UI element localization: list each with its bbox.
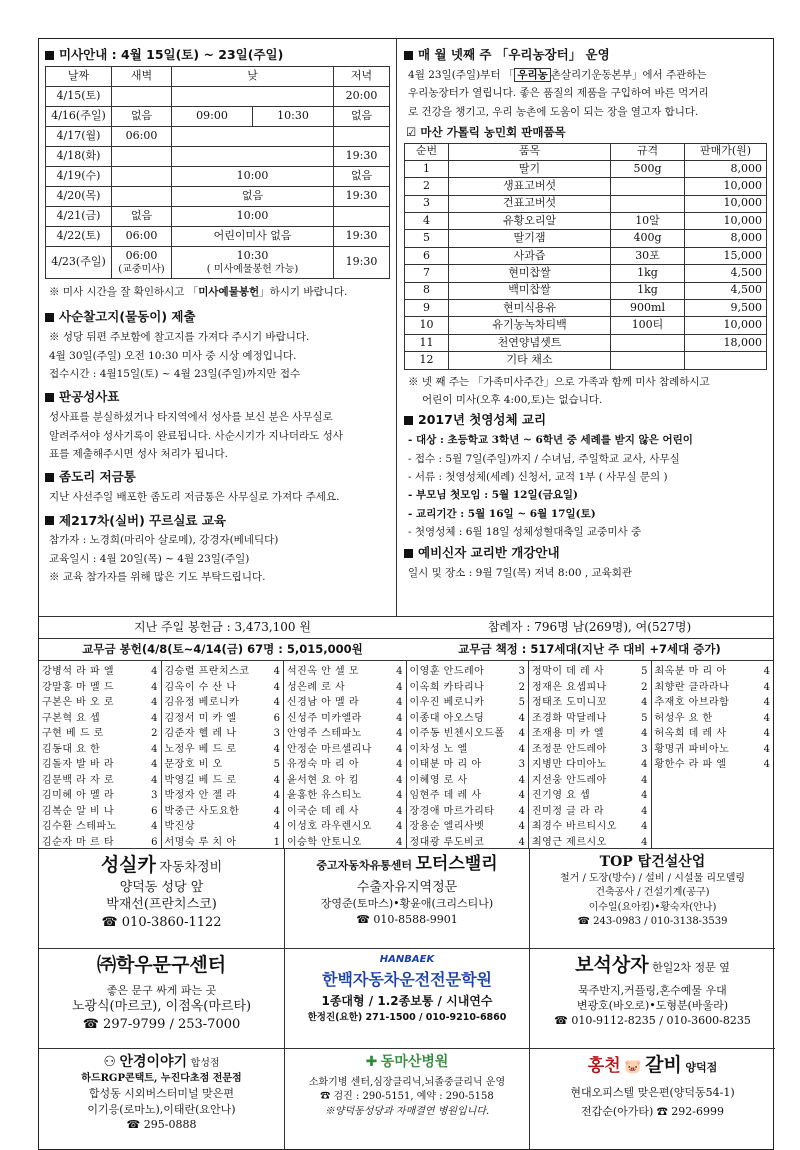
list-item: 김순자 마 르 타 6 (42, 836, 158, 848)
table-row: 4/15(토) 20:00 (46, 86, 390, 106)
list-item: 윤홍한 유스티노 4 (287, 790, 403, 801)
catechumen-text: 일시 및 장소 : 9월 7일(목) 저녁 8:00 , 교육회관 (408, 567, 633, 580)
list-item: - 대상 : 초등학교 3학년 ~ 6학년 중 세례를 받지 않은 어린이 (408, 434, 693, 447)
list-item: 정태조 도미니꼬 4 (532, 697, 648, 708)
table-row: 8 백미찹쌀 1kg 4,500 (405, 282, 767, 299)
ad-seongsilka: 성실카 자동차정비 양덕동 성당 앞 박재선(프란치스코) ☎ 010-3860-1122 (39, 849, 285, 949)
list-item: 박진상 4 (164, 821, 280, 832)
donor-column (407, 661, 530, 848)
donor-column (39, 661, 162, 848)
communion-section-title: 2017년 첫영성체 교리 (404, 412, 767, 429)
table-row: 4/22(토) 06:00 어린이미사 없음 19:30 (46, 226, 390, 246)
square-bullet-icon (404, 51, 413, 60)
list-item: 최영근 제르시오 4 (532, 836, 648, 848)
list-item: 유정숙 마 리 아 4 (287, 759, 403, 770)
list-item: 이국순 데 레 사 4 (287, 805, 403, 817)
donor-column (529, 661, 652, 848)
list-item: 구현 베 드 로 2 (42, 728, 158, 739)
tithe-envelope-total: 교무금 봉헌(4/8(토~4/14(금) 67명 : 5,015,000원 (82, 641, 363, 656)
list-item: 안영주 스테파노 4 (287, 728, 403, 739)
list-item: 이태분 마 리 아 3 (409, 759, 525, 770)
list-item: 이주동 빈첸시오드폴 4 (409, 728, 525, 739)
ad-dongmasan-hospital: ✚ 동마산병원 소화기병 센터,심장클리닉,뇌졸중클리닉 운영 ☎ 검진 : 290-5151, 예약 : 290-5158 ※양덕동성당과 자매결연 병원입니다. (285, 1049, 530, 1149)
list-item: 조재용 미 카 엘 4 (532, 728, 648, 739)
list-item: 임현주 데 레 사 4 (409, 790, 525, 801)
offering-bar (39, 617, 773, 639)
top-section (39, 39, 773, 617)
advertisement-grid (39, 849, 773, 1149)
list-item: 김유정 베로니카 4 (164, 697, 280, 708)
list-item: 이우진 베로니카 5 (409, 697, 525, 708)
list-item: 박중근 사도요한 4 (164, 805, 280, 817)
ad-hakwoo-stationery: ㈜학우문구센터 좋은 문구 싸게 파는 곳 노광식(마르코), 이점옥(마르타) ☎ 297-9799 / 253-7000 (39, 949, 285, 1049)
family-mass-note: ※ 넷 째 주는 「가족미사주간」으로 가족과 함께 미사 참례하시고 어린이 미사(오후 4:00,토)는 없습니다. (408, 375, 710, 406)
ad-hanbaek-driving-school: HANBAEK 한백자동차운전전문학원 1종대형 / 1.2종보통 / 시내연수 한정진(요한) 271-1500 / 010-9210-6860 (285, 949, 530, 1049)
ad-jewel-box: 보석상자 한일2차 정문 옆 묵주반지,커플링,혼수예물 우대 변광호(바오로)•도형분(바울라) ☎ 010-9112-8235 / 010-3600-8235 (530, 949, 775, 1049)
list-item: 황한수 라 파 엘 4 (654, 759, 770, 770)
tithe-bar (39, 639, 773, 661)
tithe-households: 교무금 책정 : 517세대(지난 주 대비 +7세대 증가) (458, 641, 721, 656)
list-item: 김수환 스테파노 4 (42, 821, 158, 832)
list-item: 구본혁 요 셉 4 (42, 712, 158, 724)
hospital-cross-icon: ✚ (365, 1054, 378, 1070)
table-header-row: 날짜 새벽 낮 저녁 (46, 66, 390, 86)
list-item: 서명숙 루 치 아 1 (164, 836, 280, 848)
table-row: 3 건표고버섯 10,000 (405, 195, 767, 212)
bulletin-page (38, 38, 774, 1150)
list-item: 김옥이 수 산 나 4 (164, 681, 280, 693)
table-row: 7 현미찹쌀 1kg 4,500 (405, 265, 767, 282)
communion-list (404, 431, 767, 541)
list-item: 이차성 노 엘 4 (409, 743, 525, 755)
square-bullet-icon (404, 416, 413, 425)
list-item: 윤서현 요 아 킴 4 (287, 774, 403, 786)
list-item: 조경화 막달레나 5 (532, 712, 648, 724)
donor-column (652, 661, 774, 848)
list-item: 진기영 요 셉 4 (532, 790, 648, 801)
list-item: 정막이 데 레 사 5 (532, 666, 648, 677)
table-row: 1 딸기 500g 8,000 (405, 160, 767, 177)
farm-text: 4월 23일(주일)부터 「 우리농 촌살리기운동본부」에서 주관하는 우리농장터가 열립니다. 좋은 품질의 제품을 구입하여 바른 먹거리 로 건강을 챙기고, 우리 농촌에 도움이 되는 장을 열고자 합니다. (408, 68, 709, 118)
silver-text: 참가자 : 노경희(마리아 살로메), 강경자(베네딕다) 교육일시 : 4월 20일(목) ~ 4월 23일(주일) ※ 교육 참가자를 위해 많은 기도 부탁드립니다. (49, 534, 279, 584)
list-item: 성은례 로 사 4 (287, 681, 403, 693)
sacrament-text: 성사표를 분실하셨거나 타지역에서 성사를 보신 분은 사무실로 알려주셔야 성사기록이 완료됩니다. 사순시기가 지나더라도 성사 표를 제출해주시면 성사 처리가 됩니다. (49, 411, 343, 460)
lent-text: ※ 성당 뒤편 주보함에 찰고지를 가져다 주시기 바랍니다. 4월 30일(주일) 오전 10:30 미사 중 시상 예정입니다. 접수시간 : 4월15일(토) ~ 4월 23일(주일)까지만 접수 (49, 331, 310, 380)
list-item: 신성주 미카엘라 4 (287, 712, 403, 724)
list-item: 구본은 바 오 로 4 (42, 697, 158, 708)
table-row: 4/20(목) 없음 19:30 (46, 186, 390, 206)
list-item: 이옥희 카타리나 2 (409, 681, 525, 693)
list-item: 이영훈 안드레아 3 (409, 666, 525, 677)
glasses-icon: ⚇ (103, 1054, 116, 1070)
table-row: 10 유기농녹차티백 100티 10,000 (405, 317, 767, 334)
silver-section-title: 제217차(실버) 꾸르실료 교육 (45, 513, 390, 530)
list-item: 김복순 알 비 나 6 (42, 805, 158, 817)
ad-hongcheon-galbi: 홍천 🐷 갈비 양덕점 현대오피스텔 맞은편(양덕동54-1) 전갑순(아가타) ☎ 292-6999 (570, 1054, 735, 1119)
table-header-row: 순번 품목 규격 판매가(원) (405, 143, 767, 160)
list-item: 최경수 바르티시오 4 (532, 821, 648, 832)
catechumen-section-title: 예비신자 교리반 개강안내 (404, 545, 767, 562)
list-item: - 첫영성체 : 6월 18일 성체성혈대축일 교중미사 중 (408, 526, 642, 539)
list-item: 최옥분 마 리 아 4 (654, 666, 770, 677)
last-week-offering: 지난 주일 봉헌금 : 3,473,100 원 (134, 620, 311, 635)
savings-section-title: 좀도리 저금통 (45, 469, 390, 486)
list-item: 허옥희 데 레 사 4 (654, 728, 770, 739)
list-item: 최향란 클라라나 4 (654, 681, 770, 693)
list-item: 김동대 요 한 4 (42, 743, 158, 755)
square-bullet-icon (45, 393, 54, 402)
square-bullet-icon (45, 516, 54, 525)
table-row: 4/17(월) 06:00 (46, 126, 390, 146)
list-item: 강말홍 마 멜 드 4 (42, 681, 158, 693)
ad-top-construction: TOP 탑건설산업 철거 / 도장(방수) / 설비 / 시설물 리모델링 건축공사 / 건설기계(공구) 이수일(요아킴)•황숙자(안나) ☎ 243-0983 / 010-3138-3539 (530, 849, 775, 949)
left-column (39, 39, 397, 616)
list-item: 장용순 엘리사벳 4 (409, 821, 525, 832)
list-item: 김문백 라 자 로 4 (42, 774, 158, 786)
list-item: 정대광 루도비코 4 (409, 836, 525, 848)
square-bullet-icon (45, 473, 54, 482)
list-item: - 교리기간 : 5월 16일 ~ 6월 17일(토) (408, 507, 596, 520)
list-item: 김준자 헬 레 나 3 (164, 728, 280, 739)
list-item: 조정문 안드레아 3 (532, 743, 648, 755)
table-row: 5 딸기잼 400g 8,000 (405, 230, 767, 247)
list-item: 이승학 안토니오 4 (287, 836, 403, 848)
table-row: 12 기타 채소 (405, 352, 767, 369)
list-item: 허성우 요 한 4 (654, 712, 770, 724)
list-item: 박영길 베 드 로 4 (164, 774, 280, 786)
mass-section-title: 미사안내 : 4월 15일(토) ~ 23일(주일) (45, 47, 390, 64)
table-row: 4/19(수) 10:00 없음 (46, 166, 390, 186)
ad-motors-valley: 중고자동차유통센터 모터스밸리 수출자유지역정문 장영준(토마스)•황윤애(크리스티나) ☎ 010-8588-9901 (285, 849, 530, 949)
list-item: - 서류 : 첫영성체(세례) 신청서, 교적 1부 ( 사무실 문의 ) (408, 470, 668, 483)
list-item: 황명귀 파비아노 4 (654, 743, 770, 755)
table-row: 4/21(금) 없음 10:00 (46, 206, 390, 226)
donor-column (162, 661, 285, 848)
list-item: 강병석 라 파 엘 4 (42, 666, 158, 677)
list-item: 장경애 마르가리타 4 (409, 805, 525, 817)
list-item: 지선웅 안드레아 4 (532, 774, 648, 786)
list-item: 김승렬 프란치스코 4 (164, 666, 280, 677)
ad-glasses-story: ⚇ 안경이야기 합성점 하드RGP콘택트, 누진다초점 전문점 합성동 시외버스터미널 맞은편 이기응(로마노),이태란(요안나) ☎ 295-0888 (39, 1049, 285, 1149)
square-bullet-icon (45, 51, 54, 60)
lent-section-title: 사순찰고지(물동이) 제출 (45, 309, 390, 326)
donor-column (284, 661, 407, 848)
table-row: 11 천연양념셋트 18,000 (405, 334, 767, 351)
list-item: 지병만 다미아노 4 (532, 759, 648, 770)
list-item: 이혜영 로 사 4 (409, 774, 525, 786)
list-item: 김정서 미 카 엘 6 (164, 712, 280, 724)
list-item: 진미정 글 라 라 4 (532, 805, 648, 817)
list-item: 이종대 아오스딩 4 (409, 712, 525, 724)
list-item: 정재은 요셉피나 2 (532, 681, 648, 693)
mass-note: ※ 미사 시간을 잘 확인하시고 「미사예물봉헌」하시기 바랍니다. (49, 285, 348, 298)
list-item: 김미혜 아 멜 라 3 (42, 790, 158, 801)
donor-list (39, 661, 773, 849)
table-row: 9 현미식용유 900ml 9,500 (405, 300, 767, 317)
product-table-title: ☑ 마산 가톨릭 농민회 판매품목 (406, 125, 566, 139)
list-item: 박정자 안 젤 라 4 (164, 790, 280, 801)
savings-text: 지난 사선주일 배포한 좀도리 저금통은 사무실로 가져다 주세요. (49, 491, 340, 504)
square-bullet-icon (404, 549, 413, 558)
table-row: 4/16(주일) 없음 09:00 10:30 없음 (46, 106, 390, 126)
farm-section-title: 매 월 넷째 주 「우리농장터」 운영 (404, 47, 767, 64)
list-item: 신경남 아 멜 라 4 (287, 697, 403, 708)
list-item: 김돌자 발 바 라 4 (42, 759, 158, 770)
table-row: 4/23(주일) 06:00 (교중미사) 10:30 ( 미사예물봉헌 가능) 19:30 (46, 246, 390, 278)
list-item: 안정순 마르셀리나 4 (287, 743, 403, 755)
table-row: 2 생표고버섯 10,000 (405, 178, 767, 195)
product-table-body (405, 160, 767, 369)
pig-mascot-icon: 🐷 (624, 1059, 642, 1075)
mass-schedule-table (45, 66, 390, 279)
list-item: 석진옥 안 셀 모 4 (287, 666, 403, 677)
right-column (397, 39, 773, 616)
list-item: 문장호 비 오 5 (164, 759, 280, 770)
list-item: 추재호 아브라함 4 (654, 697, 770, 708)
product-table (404, 143, 767, 370)
table-row: 4/18(화) 19:30 (46, 146, 390, 166)
table-row: 4 유황오리알 10알 10,000 (405, 213, 767, 230)
list-item: - 부모님 첫모임 : 5월 12일(금요일) (408, 489, 578, 502)
hanbaek-logo: HANBAEK (379, 954, 435, 965)
list-item: 노정우 베 드 로 4 (164, 743, 280, 755)
square-bullet-icon (45, 313, 54, 322)
list-item: 이성호 라우렌시오 4 (287, 821, 403, 832)
list-item: - 접수 : 5월 7일(주일)까지 / 수녀님, 주일학교 교사, 사무실 (408, 452, 680, 465)
sacrament-section-title: 판공성사표 (45, 389, 390, 406)
table-row: 6 사과즙 30포 15,000 (405, 247, 767, 264)
attendance-count: 참례자 : 796명 남(269명), 여(527명) (487, 620, 692, 635)
